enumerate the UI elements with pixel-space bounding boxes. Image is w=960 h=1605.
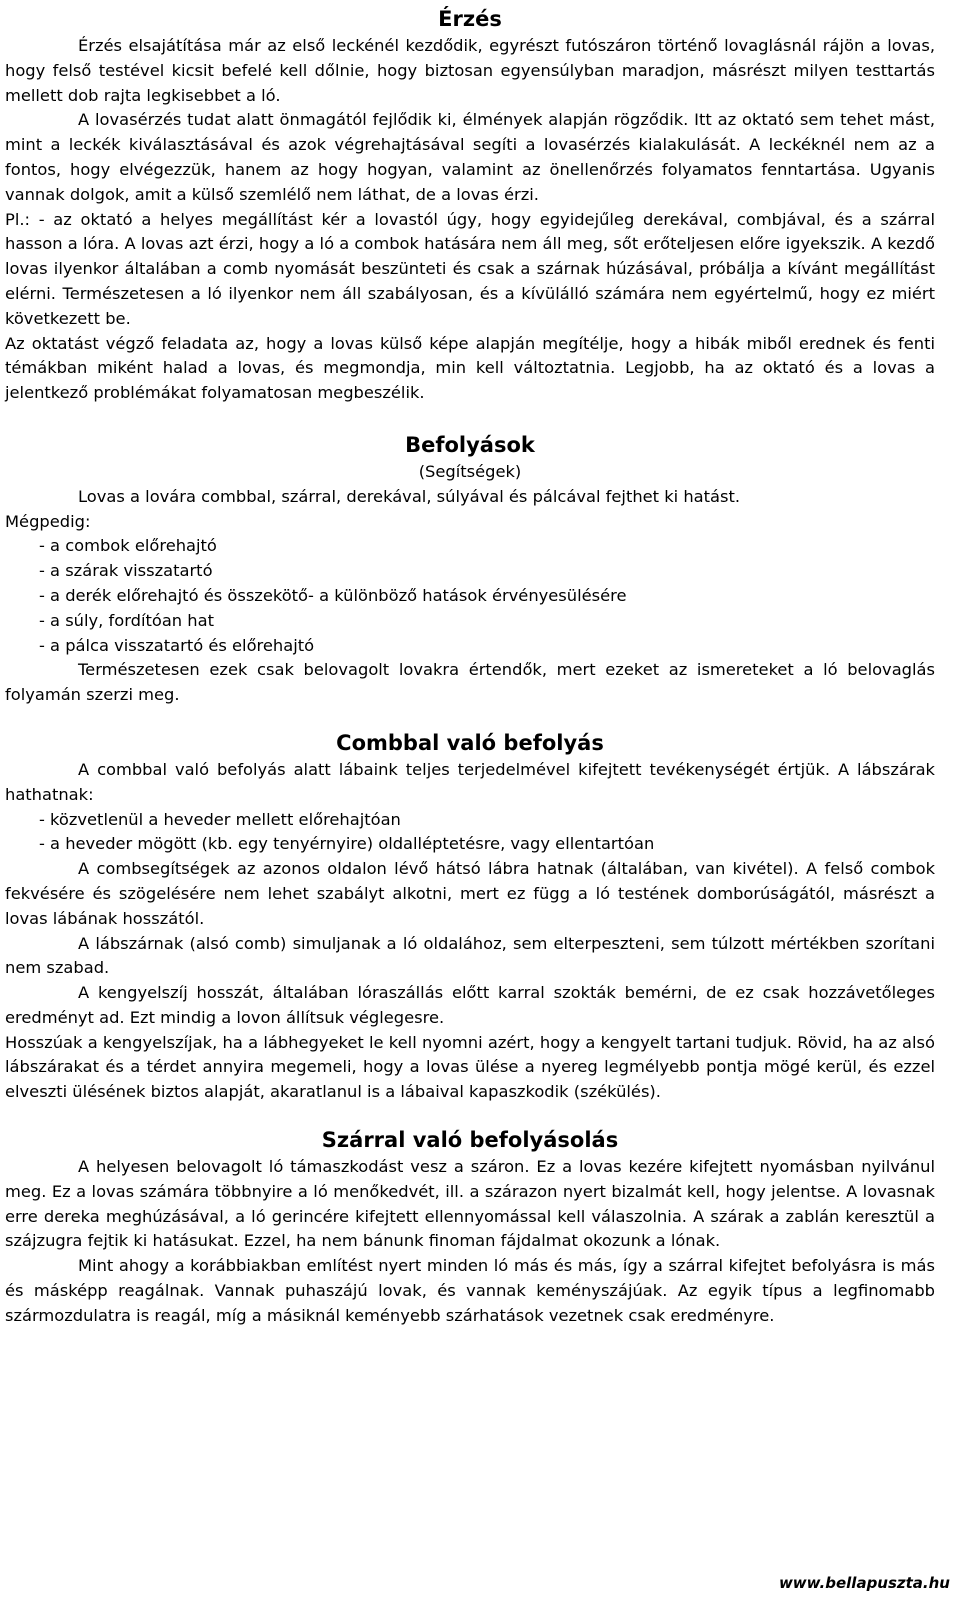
document-page bbox=[5, 4, 935, 1329]
list-item: - közvetlenül a heveder mellett előrehajtóan bbox=[39, 809, 401, 829]
paragraph: A combsegítségek az azonos oldalon lévő hátsó lábra hatnak (általában, van kivétel). A felső combok fekvésére és szögelésére nem lehet szabályt alkotni, mert ez függ a ló testének domborúságától, másrészt a lovas lábának hosszától. bbox=[5, 859, 935, 928]
list-item: - a pálca visszatartó és előrehajtó bbox=[39, 635, 315, 655]
section-title-befolyasok: Befolyások bbox=[405, 432, 535, 457]
paragraph: A lábszárnak (alsó comb) simuljanak a ló oldalához, sem elterpeszteni, sem túlzott mértékben szorítani nem szabad. bbox=[5, 933, 935, 978]
footer-url: www.bellapuszta.hu bbox=[778, 1574, 950, 1592]
paragraph: Lovas a lovára combbal, szárral, derekával, súlyával és pálcával fejthet ki hatást. bbox=[78, 486, 741, 506]
paragraph: A lovasérzés tudat alatt önmagától fejlődik ki, élmények alapján rögződik. Itt az oktató sem tehet mást, mint a leckék kiválasztásával és azok végrehajtásával segíti a lovasérzés kialakulását. A leckéknél nem az a fontos, hogy elvégezzük, hanem az hogy hogyan, valamint az önellenőrzés folyamatos fenntartása. Ugyanis vannak dolgok, amit a külső szemlélő nem láthat, de a lovas érzi. bbox=[5, 110, 935, 204]
section-title-combbal: Combbal való befolyás bbox=[336, 730, 604, 755]
paragraph: Mint ahogy a korábbiakban említést nyert minden ló más és más, így a szárral kifejtet befolyásra is más és másképp reagálnak. Vannak puhaszájú lovak, és vannak keményszájúak. Az egyik típus a legfinomabb szármozdulatra is reagál, míg a másiknál keményebb szárhatások vezetnek csak eredményre. bbox=[5, 1256, 935, 1325]
paragraph: Természetesen ezek csak belovagolt lovakra értendők, mert ezeket az ismereteket a ló belovaglás folyamán szerzi meg. bbox=[5, 660, 935, 705]
paragraph: Érzés elsajátítása már az első leckénél kezdődik, egyrészt futószáron történő lovaglásnál rájön a lovas, hogy felső testével kicsit befelé kell dőlnie, hogy biztosan egyensúlyban maradjon, másrészt milyen testtartás mellett dob rajta legkisebbet a ló. bbox=[5, 36, 935, 105]
paragraph: Hosszúak a kengyelszíjak, ha a lábhegyeket le kell nyomni azért, hogy a kengyelt tartani tudjuk. Rövid, ha az alsó lábszárakat és a térdet annyira megemeli, hogy a lovas ülése a nyereg legmélyebb pontja mögé kerül, és ezzel elveszti ülésének biztos alapját, akaratlanul is a lábaival kapaszkodik (székülés). bbox=[5, 1032, 935, 1102]
section-title-erzes: Érzés bbox=[438, 7, 502, 31]
paragraph: Pl.: - az oktató a helyes megállítást kér a lovastól úgy, hogy egyidejűleg derekával, combjával, és a szárral hasson a lóra. A lovas azt érzi, hogy a ló a combok hatására nem áll meg, sőt erőteljesen előre igyekszik. A kezdő lovas ilyenkor általában a comb nyomását beszünteti és csak a szárnak húzásával, próbálja a kívánt megállítást elérni. Természetesen a ló ilyenkor nem áll szabályosan, és a kívülálló számára nem egyértelmű, hogy ez miért következett be. bbox=[5, 209, 935, 328]
list-lead: Mégpedig: bbox=[5, 511, 91, 531]
leg-list bbox=[5, 808, 935, 858]
paragraph: A combbal való befolyás alatt lábaink teljes terjedelmével kifejtett tevékenységét értjük. A lábszárak hathatnak: bbox=[5, 759, 935, 804]
list-item: - a szárak visszatartó bbox=[39, 561, 213, 581]
list-item: - a combok előrehajtó bbox=[39, 536, 217, 556]
paragraph: A kengyelszíj hosszát, általában lóraszállás előtt karral szokták bemérni, de ez csak hozzávetőleges eredményt ad. Ezt mindig a lovon állítsuk véglegesre. bbox=[5, 983, 935, 1027]
list-item: - a súly, fordítóan hat bbox=[39, 610, 214, 630]
paragraph: A helyesen belovagolt ló támaszkodást vesz a száron. Ez a lovas kezére kifejtett nyomásban nyilvánul meg. Ez a lovas számára többnyire a ló menőkedvét, ill. a szárazon nyert bizalmát kell, hogy jelentse. A lovasnak erre dereka meghúzásával, a ló gerincére kifejtett ellennyomással kell válaszolnia. A szárak a zablán keresztül a szájzugra fejtik ki hatásukat. Ezzel, ha nem bánunk finoman fájdalmat okozunk a lónak. bbox=[5, 1157, 935, 1251]
influence-list bbox=[5, 534, 935, 658]
section-subtitle: (Segítségek) bbox=[418, 461, 522, 481]
list-item: - a heveder mögött (kb. egy tenyérnyire) oldalléptetésre, vagy ellentartóan bbox=[39, 834, 655, 854]
list-item: - a derék előrehajtó és összekötő- a különböző hatások érvényesülésére bbox=[39, 585, 627, 605]
paragraph: Az oktatást végző feladata az, hogy a lovas külső képe alapján megítélje, hogy a hibák miből erednek és fenti témákban miként halad a lovas, és megmondja, min kell változtatnia. Legjobb, ha az oktató és a lovas a jelentkező problémákat folyamatosan megbeszélik. bbox=[5, 333, 935, 403]
section-title-szarral: Szárral való befolyásolás bbox=[321, 1128, 619, 1153]
